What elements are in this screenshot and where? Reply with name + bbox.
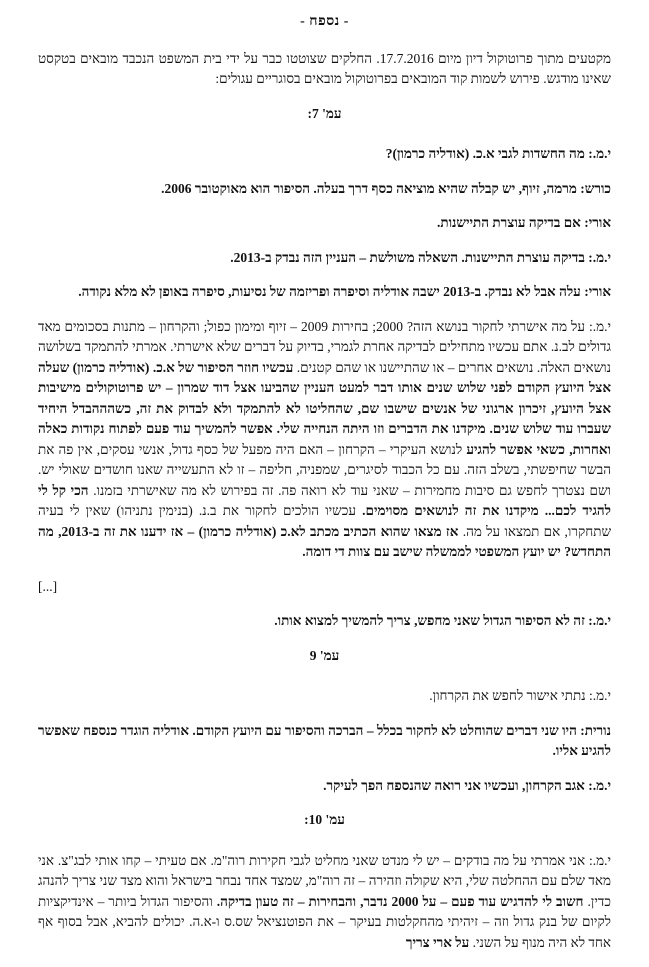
dialogue-question-1: י.מ.: מה החשדות לגבי א.כ. (אודליה כרמון)?	[385, 146, 611, 161]
page-reference-7: עמ' 7:	[307, 105, 342, 121]
closing-bold-1: חשוב לי להדגיש עוד פעם – על 2000 נדבר, והבחירות – זה טעון בדיקה.	[216, 893, 584, 909]
page-reference-9: עמ' 9	[309, 647, 340, 663]
page-reference-10: עמ' 10:	[304, 812, 345, 827]
dialogue-question-3: אורי: עלה אבל לא נבדק. ב-2013 ישבה אודליה וסיפרה ופריזמה של נסיעות, סיפרה באופן לא מלא נקודה.	[78, 284, 611, 299]
document-page	[38, 12, 611, 967]
long-statement-bold-2: הכי קל לי להגיד לכם... מיקדנו את זה לנושאים מסוימים.	[38, 482, 611, 518]
long-statement-bold-3: אז מצאו שהוא הכתיב מכתב לא.כ (אודליה כרמון) – אז ידענו את זה ב-2013, מה התחדש? יש יועץ המשפטי לממשלה שישב עם צוות די דומה.	[38, 523, 611, 559]
long-statement-bold-1: עכשיו חוזר הסיפור של א.כ. (אודליה כרמון) שעלה אצל היועץ הקודם לפני שלוש שנים אותו דבר למעט העניין שהביעו אצל דוד שמרון – יש פרוטוקולים מישיבות אצל היועץ, זיכרון ארגוני של אנשים שישבו שם, שהחליטו לא להתמקד ולא לבדוק את זה, כשהההבדל היחיד שעברו עוד שלוש שנים. מיקדנו את הדברים וזו היתה הנחייה שלי. אפשר להמשיך עוד פעם לפתוח נקודות כאלה ואחרות, כשאי אפשר להגיע	[38, 359, 611, 457]
dialogue-question-2: אורי: אם בדיקה עוצרת התיישנות.	[436, 215, 611, 230]
closing-plain-1: י.מ.: אני אמרתי על מה בודקים – יש לי מנדט שאני מחליט לגבי חקירות רוה"מ. אם טעיתי – קחו אותי לבג"צ. אני מאד שלם עם ההחלטה שלי, היא שקולה וזהירה – זה רוה"מ, שמצד אחד נבחר בישראל והוא מצד שני צריך להנהג כדין.	[38, 852, 611, 909]
dialogue-answer-1: כורש: מרמה, זיוף, יש קבלה שהיא מוציאה כסף דרך בעלה. הסיפור הוא מאוקטובר 2006.	[161, 180, 611, 196]
closing-statement-paragraph	[38, 851, 611, 954]
dialogue-answer-5: י.מ.: אגב הקרחון, ועכשיו אני רואה שהנספח הפך לעיקר.	[323, 777, 611, 793]
long-statement-plain-2: לנושא העיקרי – הקרחון – האם היה מפעל של כסף גדול, אנשי עסקים, אין פה את הבשר שחיפשתי, בשלב הזה. עם כל הכבוד לסיגרים, שמפניה, חליפה – זו לא התעשייה שאנו חושדים שאולי יש. ושם נצטרך לחפש גם סיבות מחמירות – שאני עוד לא רואה פה. זה בפירוש לא מה שאישרתי בזמנו.	[38, 441, 611, 498]
long-statement-plain-3: עכשיו הולכים לחקור את ב.נ. (בנימין נתניהו) שאין לי בעיה שתחקרו, אם תמצאו על מה.	[38, 503, 612, 539]
dialogue-answer-4: י.מ.: נתתי אישור לחפש את הקרחון.	[429, 688, 611, 703]
closing-plain-2: והסיפור הגדול ביותר – אינדיקציות לקיום של בנק גדול וזה – זיהיתי מהחקלטות בעיקר – את הפוטנציאל שס.ס ו-א.ה. יכולים להביא, אבל בסוף אף אחד לא היה מנוף על השני.	[38, 893, 611, 950]
long-statement-plain-1: י.מ.: על מה אישרתי לחקור בנושא הזה? 2000; בחירות 2009 – זיוף ומימון כפול; והקרחון – מתנות בסכומים מאד גדולים לב.נ. אתם עכשיו מתחילים לבדיקה אחרת לגמרי, בדיוק על דברים שלא אישרתי. אמרתי להתמקד בשלושה נושאים האלה. נושאים אחרים – או שהתיישנו או שהם קטנים.	[38, 318, 612, 375]
long-statement-paragraph	[38, 317, 611, 563]
dialogue-answer-2: י.מ.: בדיקה עוצרת התיישנות. השאלה משולשת – העניין הזה נבדק ב-2013.	[230, 249, 611, 265]
intro-paragraph: מקטעים מתוך פרוטוקול דיון מיום 17.7.2016. החלקים שצוטטו כבר על ידי בית המשפט הנכבד מובאים בטקסט שאינו מודגש. פירוש לשמות קוד המובאים בפרוטוקול מובאים בסוגריים עגולים:	[38, 50, 611, 86]
dialogue-question-5: נורית: היו שני דברים שהוחלט לא לחקור בכלל – הברכה והסיפור עם היועץ הקודם. אודליה הוגדר כנספח שאפשר להגיע אליו.	[38, 722, 611, 758]
page-title: - נספח -	[300, 14, 349, 29]
closing-bold-2: על ארי צריך	[405, 934, 470, 950]
dialogue-question-4: י.מ.: זה לא הסיפור הגדול שאני מחפש, צריך להמשיך למצוא אותו.	[274, 613, 611, 628]
omission-marker: [...]	[38, 578, 58, 594]
